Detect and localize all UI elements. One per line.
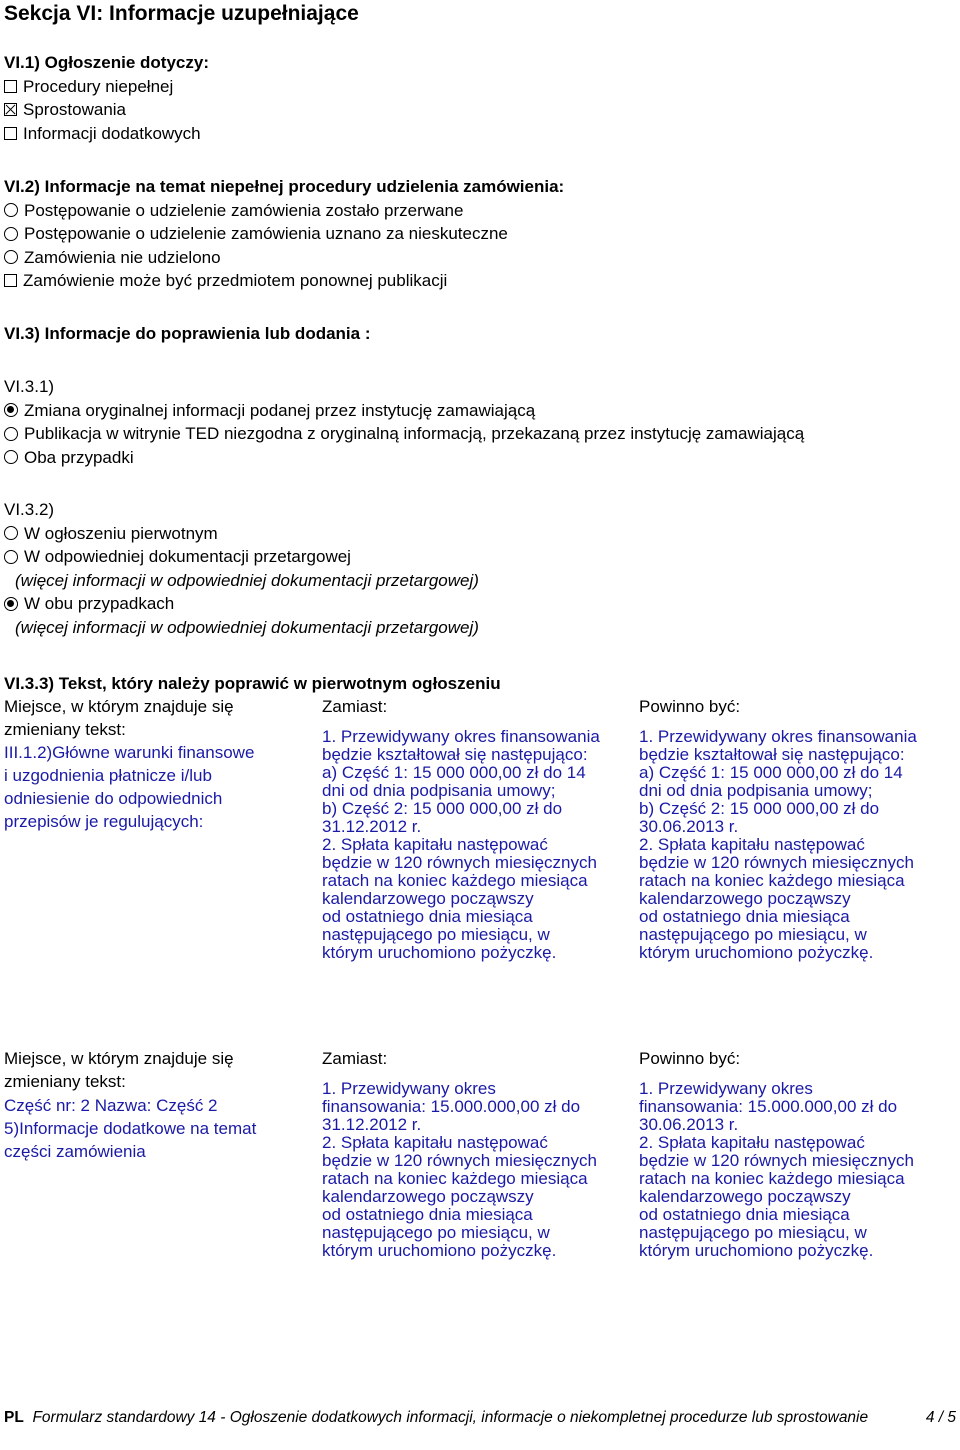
radio-selected-icon[interactable] xyxy=(4,403,18,417)
value-line: 2. Spłata kapitału następować xyxy=(322,1133,548,1152)
option-label: Informacji dodatkowych xyxy=(23,123,201,143)
value-line: od ostatniego dnia miesiąca xyxy=(639,907,850,926)
value-line: 30.06.2013 r. xyxy=(639,1115,739,1134)
radio-icon[interactable] xyxy=(4,227,18,241)
value-line: będzie w 120 równych miesięcznych xyxy=(639,1151,914,1170)
value-line: kalendarzowego począwszy xyxy=(322,889,534,908)
value-line: 2. Spłata kapitału następować xyxy=(639,835,865,854)
radio-publikacja-ted[interactable] xyxy=(4,422,804,446)
value-line: b) Część 2: 15 000 000,00 zł do xyxy=(639,799,880,818)
radio-label: Zmiana oryginalnej informacji podanej przez instytucję zamawiającą xyxy=(24,400,536,420)
footer-page-number: 4 / 5 xyxy=(925,1409,956,1426)
vi33-heading: VI.3.3) Tekst, który należy poprawić w pierwotnym ogłoszeniu xyxy=(4,674,501,693)
footer-form-name: Formularz standardowy 14 - Ogłoszenie dodatkowych informacji, informacje o niekompletnej procedurze lub sprostowanie xyxy=(32,1409,869,1426)
label-place: Miejsce, w którym znajduje się zmieniany tekst: xyxy=(4,1049,234,1091)
value-line: 30.06.2013 r. xyxy=(639,817,739,836)
footer-lang: PL xyxy=(4,1409,24,1426)
radio-obu-przypadkach[interactable] xyxy=(4,592,479,616)
value-line: będzie w 120 równych miesięcznych xyxy=(322,853,597,872)
radio-icon[interactable] xyxy=(4,550,18,564)
value-line: następującego po miesiącu, w xyxy=(639,925,867,944)
value-line: dni od dnia podpisania umowy; xyxy=(639,781,873,800)
checkbox-icon[interactable] xyxy=(4,274,17,287)
radio-label: Postępowanie o udzielenie zamówienia zostało przerwane xyxy=(24,200,464,220)
value-line: którym uruchomiono pożyczkę. xyxy=(322,943,557,962)
checkbox-label: Zamówienie może być przedmiotem ponownej publikacji xyxy=(23,271,448,290)
radio-label: W obu przypadkach xyxy=(24,594,175,613)
label-should: Powinno być: xyxy=(639,697,741,716)
radio-icon[interactable] xyxy=(4,526,18,540)
option-label: Sprostowania xyxy=(23,100,127,119)
note-text: (więcej informacji w odpowiedniej dokumentacji przetargowej) xyxy=(15,617,479,637)
value-line: ratach na koniec każdego miesiąca xyxy=(322,1169,588,1188)
value-line: następującego po miesiącu, w xyxy=(639,1223,867,1242)
radio-label: Oba przypadki xyxy=(24,447,134,467)
radio-label: W ogłoszeniu pierwotnym xyxy=(24,523,218,543)
radio-label: Zamówienia nie udzielono xyxy=(24,247,221,267)
value-line: 1. Przewidywany okres xyxy=(322,1079,496,1098)
checked-checkbox-icon[interactable] xyxy=(4,103,17,116)
radio-dokumentacja[interactable] xyxy=(4,545,479,569)
section-vi31 xyxy=(4,375,804,469)
value-line: następującego po miesiącu, w xyxy=(322,1223,550,1242)
checkbox-icon[interactable] xyxy=(4,127,17,140)
section-vi1 xyxy=(4,51,209,145)
vi31-heading: VI.3.1) xyxy=(4,377,55,396)
page-footer xyxy=(4,1408,956,1427)
radio-label: Postępowanie o udzielenie zamówienia uznano za nieskuteczne xyxy=(24,224,508,243)
value-line: od ostatniego dnia miesiąca xyxy=(322,1205,533,1224)
value-line: kalendarzowego począwszy xyxy=(639,889,851,908)
value-line: ratach na koniec każdego miesiąca xyxy=(639,871,905,890)
vi32-heading: VI.3.2) xyxy=(4,500,55,519)
value-line: przepisów je regulujących: xyxy=(4,812,204,831)
label-should: Powinno być: xyxy=(639,1049,741,1068)
row1-should-value xyxy=(639,728,917,962)
value-line: 1. Przewidywany okres xyxy=(639,1079,813,1098)
value-line: 31.12.2012 r. xyxy=(322,1115,422,1134)
value-line: od ostatniego dnia miesiąca xyxy=(639,1205,850,1224)
value-line: będzie kształtował się następująco: xyxy=(322,745,588,764)
value-line: a) Część 1: 15 000 000,00 zł do 14 xyxy=(639,763,903,782)
option-informacji-dodatkowych[interactable] xyxy=(4,122,209,146)
radio-oba-przypadki[interactable] xyxy=(4,446,804,470)
row2-should-value xyxy=(639,1080,914,1260)
value-line: b) Część 2: 15 000 000,00 zł do xyxy=(322,799,563,818)
value-line: części zamówienia xyxy=(4,1142,146,1161)
value-line: będzie kształtował się następująco: xyxy=(639,745,905,764)
value-line: będzie w 120 równych miesięcznych xyxy=(639,853,914,872)
value-line: odniesienie do odpowiednich xyxy=(4,789,223,808)
value-line: następującego po miesiącu, w xyxy=(322,925,550,944)
radio-icon[interactable] xyxy=(4,203,18,217)
value-line: którym uruchomiono pożyczkę. xyxy=(639,943,874,962)
value-line: 2. Spłata kapitału następować xyxy=(639,1133,865,1152)
radio-icon[interactable] xyxy=(4,427,18,441)
vi2-heading: VI.2) Informacje na temat niepełnej procedury udzielenia zamówienia: xyxy=(4,177,565,196)
value-line: finansowania: 15.000.000,00 zł do xyxy=(639,1097,898,1116)
value-line: będzie w 120 równych miesięcznych xyxy=(322,1151,597,1170)
radio-selected-icon[interactable] xyxy=(4,597,18,611)
section-title: Sekcja VI: Informacje uzupełniające xyxy=(4,2,359,25)
value-line: kalendarzowego począwszy xyxy=(322,1187,534,1206)
row1-place-value xyxy=(4,741,254,833)
option-procedury-niepelnej[interactable] xyxy=(4,75,209,99)
row1-instead-value xyxy=(322,728,600,962)
value-line: ratach na koniec każdego miesiąca xyxy=(322,871,588,890)
option-sprostowania[interactable] xyxy=(4,98,209,122)
radio-icon[interactable] xyxy=(4,450,18,464)
checkbox-ponowna-publikacja[interactable] xyxy=(4,269,564,293)
value-line: III.1.2)Główne warunki finansowe xyxy=(4,743,255,762)
value-line: dni od dnia podpisania umowy; xyxy=(322,781,556,800)
checkbox-icon[interactable] xyxy=(4,80,17,93)
radio-ogloszenie-pierwotne[interactable] xyxy=(4,522,479,546)
radio-icon[interactable] xyxy=(4,250,18,264)
radio-zmiana-oryginalnej[interactable] xyxy=(4,399,804,423)
value-line: 2. Spłata kapitału następować xyxy=(322,835,548,854)
row2-instead-value xyxy=(322,1080,597,1260)
vi1-heading: VI.1) Ogłoszenie dotyczy: xyxy=(4,53,209,72)
section-vi2 xyxy=(4,175,564,293)
note-text: (więcej informacji w odpowiedniej dokumentacji przetargowej) xyxy=(15,570,479,590)
label-instead: Zamiast: xyxy=(322,697,388,716)
value-line: Część nr: 2 Nazwa: Część 2 xyxy=(4,1096,218,1115)
vi3-heading: VI.3) Informacje do poprawienia lub dodania : xyxy=(4,324,371,343)
value-line: 31.12.2012 r. xyxy=(322,817,422,836)
value-line: ratach na koniec każdego miesiąca xyxy=(639,1169,905,1188)
value-line: od ostatniego dnia miesiąca xyxy=(322,907,533,926)
row2-place-value xyxy=(4,1094,256,1163)
value-line: finansowania: 15.000.000,00 zł do xyxy=(322,1097,581,1116)
value-line: 1. Przewidywany okres finansowania xyxy=(639,727,917,746)
label-place: Miejsce, w którym znajduje się zmieniany tekst: xyxy=(4,697,234,739)
radio-nie-udzielono[interactable] xyxy=(4,246,564,270)
section-vi32 xyxy=(4,498,479,639)
value-line: 1. Przewidywany okres finansowania xyxy=(322,727,600,746)
value-line: i uzgodnienia płatnicze i/lub xyxy=(4,766,212,785)
value-line: kalendarzowego począwszy xyxy=(639,1187,851,1206)
radio-nieskuteczne[interactable] xyxy=(4,222,564,246)
radio-przerwane[interactable] xyxy=(4,199,564,223)
radio-label: Publikacja w witrynie TED niezgodna z oryginalną informacją, przekazaną przez instytucję zamawiającą xyxy=(24,424,805,443)
radio-label: W odpowiedniej dokumentacji przetargowej xyxy=(24,547,351,566)
value-line: którym uruchomiono pożyczkę. xyxy=(322,1241,557,1260)
value-line: którym uruchomiono pożyczkę. xyxy=(639,1241,874,1260)
label-instead: Zamiast: xyxy=(322,1049,388,1068)
value-line: a) Część 1: 15 000 000,00 zł do 14 xyxy=(322,763,586,782)
value-line: 5)Informacje dodatkowe na temat xyxy=(4,1119,257,1138)
option-label: Procedury niepełnej xyxy=(23,76,174,96)
